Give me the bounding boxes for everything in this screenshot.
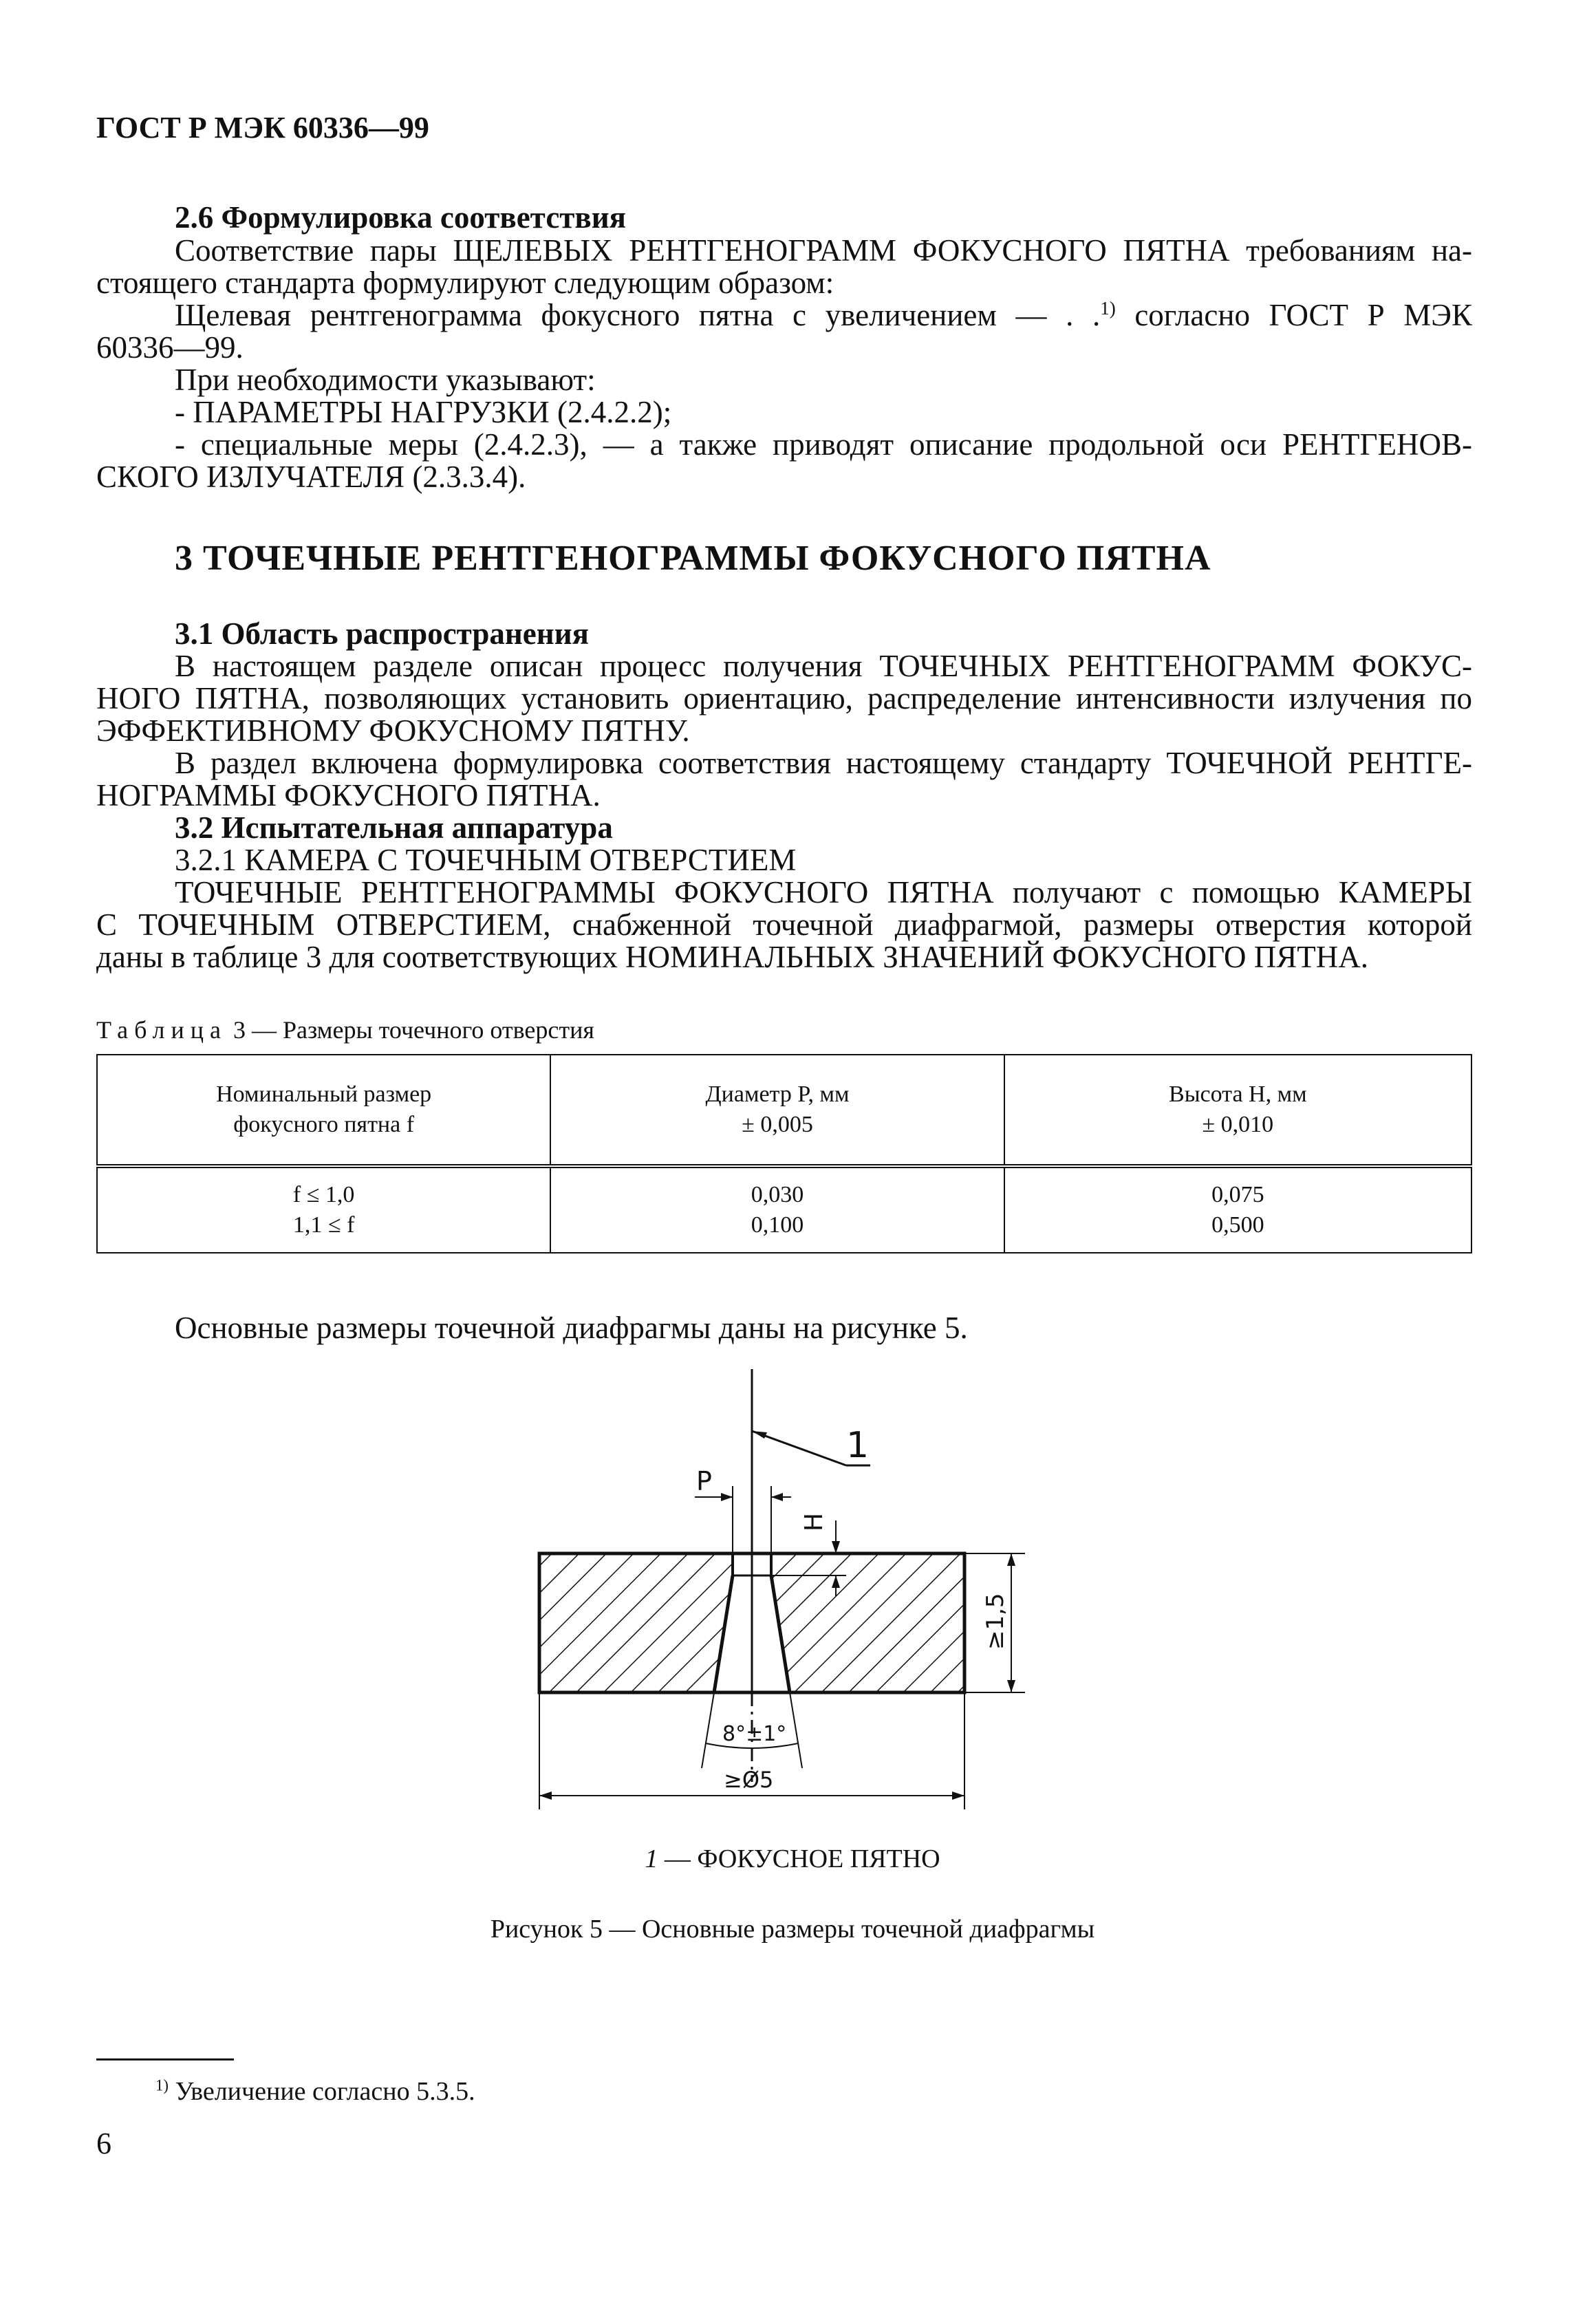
- list-item: - специальные меры (2.4.2.3), — а также приводят описание продольной оси РЕНТГЕНОВ-: [175, 427, 1472, 462]
- table-header-cell: [1004, 1055, 1471, 1166]
- document-header: ГОСТ Р МЭК 60336—99: [96, 111, 429, 144]
- section-3-2-heading: 3.2 Испытательная аппаратура: [175, 810, 613, 845]
- paragraph-line: НОГРАММЫ ФОКУСНОГО ПЯТНА.: [96, 778, 601, 813]
- cell-value: 0,075: [1211, 1182, 1264, 1207]
- table-cell: [1004, 1166, 1471, 1253]
- table-caption-text: 3 — Размеры точечного отверстия: [226, 1016, 594, 1044]
- dim-label-thickness: ≥1,5: [982, 1593, 1009, 1650]
- header-line: Диаметр P, мм: [705, 1082, 850, 1107]
- table-header-row: [97, 1055, 1471, 1166]
- paragraph-line: С ТОЧЕЧНЫМ ОТВЕРСТИЕМ, снабженной точечной диафрагмой, размеры отверстия которой: [96, 907, 1472, 942]
- header-line: фокусного пятна f: [233, 1112, 415, 1137]
- paragraph-line: 60336—99.: [96, 330, 244, 365]
- table-header-cell: [550, 1055, 1004, 1166]
- footnote: [155, 2076, 475, 2107]
- cell-value: 0,030: [751, 1182, 804, 1207]
- section-3-1-heading: 3.1 Область распространения: [175, 616, 589, 651]
- paragraph-line: [175, 297, 1472, 333]
- header-line: ± 0,005: [742, 1112, 813, 1137]
- page-number: 6: [96, 2127, 111, 2160]
- cell-value: 1,1 ≤ f: [292, 1212, 355, 1238]
- paragraph-line: ЭФФЕКТИВНОМУ ФОКУСНОМУ ПЯТНУ.: [96, 713, 690, 748]
- legend-number: 1: [645, 1844, 658, 1873]
- paragraph-line: ТОЧЕЧНЫЕ РЕНТГЕНОГРАММЫ ФОКУСНОГО ПЯТНА получают с помощью КАМЕРЫ: [175, 875, 1472, 910]
- dim-label-angle: 8°±1°: [722, 1722, 787, 1746]
- footnote-marker: 1): [155, 2076, 169, 2094]
- text-run: согласно ГОСТ Р МЭК: [1115, 298, 1472, 332]
- cell-value: 0,100: [751, 1212, 804, 1238]
- section-3-2-1-heading: 3.2.1 КАМЕРА С ТОЧЕЧНЫМ ОТВЕРСТИЕМ: [175, 843, 797, 877]
- paragraph-line: В раздел включена формулировка соответствия настоящему стандарту ТОЧЕЧНОЙ РЕНТГЕ-: [175, 746, 1472, 780]
- footnote-separator: [96, 2058, 234, 2061]
- paragraph-line: Соответствие пары ЩЕЛЕВЫХ РЕНТГЕНОГРАММ ФОКУСНОГО ПЯТНА требованиям на-: [175, 233, 1472, 268]
- table-caption-label: Таблица: [96, 1016, 227, 1044]
- paragraph-line: даны в таблице 3 для соответствующих НОМИНАЛЬНЫХ ЗНАЧЕНИЙ ФОКУСНОГО ПЯТНА.: [96, 940, 1368, 974]
- section-3-title: 3 ТОЧЕЧНЫЕ РЕНТГЕНОГРАММЫ ФОКУСНОГО ПЯТНА: [175, 539, 1211, 578]
- callout-label: 1: [846, 1425, 870, 1466]
- cell-value: 0,500: [1211, 1212, 1264, 1238]
- paragraph-line: НОГО ПЯТНА, позволяющих установить ориентацию, распределение интенсивности излучения по: [96, 681, 1472, 716]
- dim-label-diameter: ≥Ø5: [724, 1767, 774, 1793]
- cell-value: f ≤ 1,0: [292, 1182, 355, 1207]
- header-line: ± 0,010: [1202, 1112, 1274, 1137]
- header-line: Номинальный размер: [216, 1082, 432, 1107]
- figure-5-diagram: [0, 1369, 1585, 1837]
- section-2-6-heading: 2.6 Формулировка соответствия: [175, 200, 626, 235]
- list-item: - ПАРАМЕТРЫ НАГРУЗКИ (2.4.2.2);: [175, 395, 672, 429]
- text-run: Щелевая рентгенограмма фокусного пятна с увеличением — . .: [175, 298, 1101, 332]
- figure-legend: [0, 1844, 1585, 1874]
- header-line: Высота H, мм: [1169, 1082, 1307, 1107]
- table-caption: [96, 1015, 594, 1044]
- footnote-text: Увеличение согласно 5.3.5.: [169, 2077, 475, 2106]
- paragraph-line: При необходимости указывают:: [175, 363, 596, 397]
- table-cell: [97, 1166, 550, 1253]
- figure-intro: Основные размеры точечной диафрагмы даны на рисунке 5.: [175, 1311, 968, 1345]
- table-3: [96, 1054, 1472, 1254]
- figure-title: Рисунок 5 — Основные размеры точечной диафрагмы: [490, 1915, 1095, 1944]
- paragraph-line: стоящего стандарта формулируют следующим образом:: [96, 266, 834, 300]
- paragraph-line: СКОГО ИЗЛУЧАТЕЛЯ (2.3.3.4).: [96, 460, 526, 494]
- legend-text: — ФОКУСНОЕ ПЯТНО: [658, 1844, 940, 1873]
- paragraph-line: В настоящем разделе описан процесс получения ТОЧЕЧНЫХ РЕНТГЕНОГРАММ ФОКУС-: [175, 649, 1472, 683]
- dim-label-h: H: [800, 1512, 828, 1531]
- footnote-ref: 1): [1100, 298, 1116, 319]
- dim-label-p: P: [696, 1466, 712, 1496]
- table-cell: [550, 1166, 1004, 1253]
- table-row: [97, 1166, 1471, 1253]
- table-header-cell: [97, 1055, 550, 1166]
